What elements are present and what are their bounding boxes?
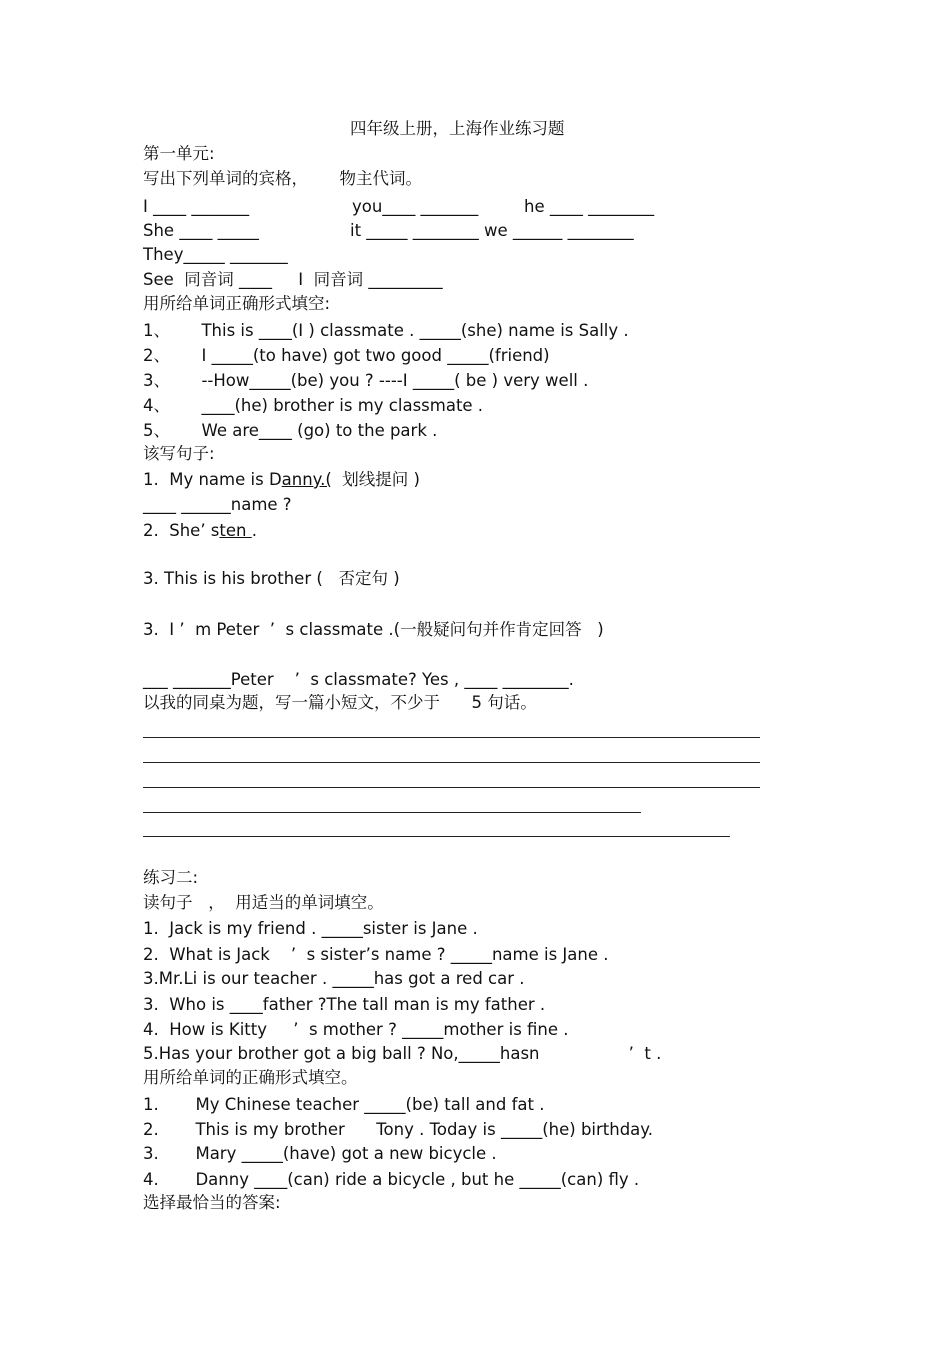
fill2-item-2: 2. This is my brother Tony . Today is _____(he) birthday. bbox=[143, 1120, 653, 1139]
rewrite-item-1-pre: 1. My name is D bbox=[143, 470, 282, 489]
fill2-instruction: 用所给单词的正确形式填空。 bbox=[143, 1068, 358, 1087]
rewrite-instruction: 该写句子: bbox=[143, 444, 215, 463]
rewrite-item-2-underlined: ten bbox=[219, 521, 252, 540]
read-item-1: 1. Jack is my friend . _____sister is Jane . bbox=[143, 919, 478, 938]
pronoun-instruction: 写出下列单词的宾格， 物主代词。 bbox=[143, 169, 422, 188]
rewrite-item-2-post: . bbox=[251, 521, 257, 540]
fill-item-2: 2、 I _____(to have) got two good _____(friend) bbox=[143, 346, 550, 365]
rewrite-item-2-pre: 2. She’ s bbox=[143, 521, 220, 540]
read-item-4: 3. Who is ____father ?The tall man is my father . bbox=[143, 995, 546, 1014]
pronoun-row-2-col-1: She ____ _____ bbox=[143, 221, 259, 240]
rewrite-item-1-answer: ____ ______name ? bbox=[143, 495, 292, 514]
fill2-item-4: 4. Danny ____(can) ride a bicycle , but he _____(can) fly . bbox=[143, 1170, 640, 1189]
fill2-item-3: 3. Mary _____(have) got a new bicycle . bbox=[143, 1144, 497, 1163]
fill-item-3: 3、 --How_____(be) you ? ----I _____( be ) very well . bbox=[143, 371, 589, 390]
page-title: 四年级上册，上海作业练习题 bbox=[350, 119, 565, 138]
writing-line bbox=[143, 787, 760, 788]
read-item-6: 5.Has your brother got a big ball ? No,_____hasn ’ t . bbox=[143, 1044, 662, 1063]
pronoun-row-1-col-2: you____ _______ bbox=[352, 197, 479, 216]
writing-line bbox=[143, 812, 641, 813]
pronoun-row-1-col-3: he ____ ________ bbox=[524, 197, 655, 216]
read-instruction: 读句子 ， 用适当的单词填空。 bbox=[143, 893, 384, 912]
read-item-2: 2. What is Jack ’ s sister’s name ? _____name is Jane . bbox=[143, 945, 609, 964]
pronoun-row-2-col-2: it _____ ________ we ______ ________ bbox=[350, 221, 634, 240]
rewrite-item-2 bbox=[143, 520, 257, 542]
homophones-line: See 同音词 ____ I 同音词 _________ bbox=[143, 270, 443, 289]
choose-instruction: 选择最恰当的答案: bbox=[143, 1193, 281, 1212]
read-item-3: 3.Mr.Li is our teacher . _____has got a red car . bbox=[143, 969, 525, 988]
rewrite-item-1-post: 划线提问 ) bbox=[331, 470, 420, 489]
rewrite-item-4-answer: ___ _______Peter ’ s classmate? Yes , ____ ________. bbox=[143, 670, 574, 689]
rewrite-item-1 bbox=[143, 469, 420, 491]
composition-instruction: 以我的同桌为题，写一篇小短文，不少于 5 句话。 bbox=[143, 693, 537, 712]
rewrite-item-4: 3. I ’ m Peter ’ s classmate .(一般疑问句并作肯定回答 ) bbox=[143, 620, 604, 639]
fill-item-5: 5、 We are____ (go) to the park . bbox=[143, 421, 438, 440]
rewrite-item-1-underlined: anny.( bbox=[281, 470, 332, 489]
fill-item-1: 1、 This is ____(I ) classmate . _____(she) name is Sally . bbox=[143, 321, 629, 340]
pronoun-row-1-col-1: I ____ _______ bbox=[143, 197, 250, 216]
writing-line bbox=[143, 836, 730, 837]
fill-item-4: 4、 ____(he) brother is my classmate . bbox=[143, 396, 484, 415]
fill-instruction: 用所给单词正确形式填空: bbox=[143, 294, 331, 313]
writing-line bbox=[143, 737, 760, 738]
writing-line bbox=[143, 762, 760, 763]
read-item-5: 4. How is Kitty ’ s mother ? _____mother is fine . bbox=[143, 1020, 569, 1039]
fill2-item-1: 1. My Chinese teacher _____(be) tall and fat . bbox=[143, 1095, 545, 1114]
rewrite-item-3: 3. This is his brother ( 否定句 ) bbox=[143, 569, 400, 588]
pronoun-row-3-col-1: They_____ _______ bbox=[143, 245, 288, 264]
unit1-heading: 第一单元: bbox=[143, 144, 215, 163]
exercise2-heading: 练习二: bbox=[143, 868, 199, 887]
